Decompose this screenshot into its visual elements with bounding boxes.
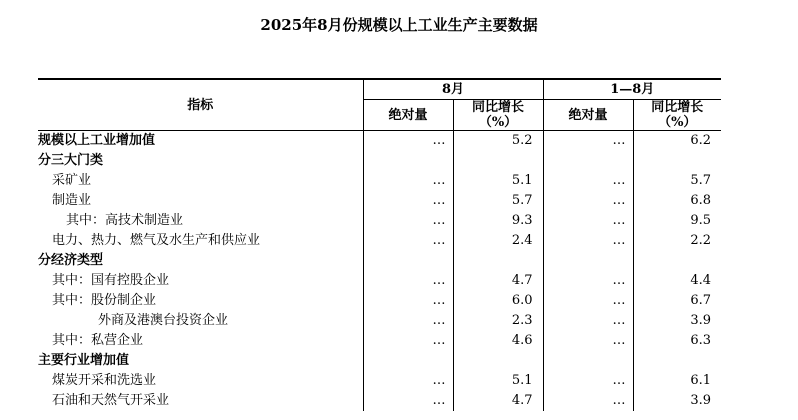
yoy-month-cell: 9.3 xyxy=(453,211,543,231)
abs-month-cell: … xyxy=(363,171,453,191)
row-name: 分经济类型 xyxy=(38,253,104,268)
abs-month-cell: … xyxy=(363,231,453,251)
yoy-month-cell xyxy=(453,251,543,271)
abs-ytd-cell: … xyxy=(543,311,633,331)
abs-month-cell: … xyxy=(363,311,453,331)
yoy-ytd-cell: 4.4 xyxy=(633,271,721,291)
yoy-ytd-cell: 2.2 xyxy=(633,231,721,251)
table-row xyxy=(38,271,721,291)
abs-ytd-cell: … xyxy=(543,271,633,291)
yoy-ytd-cell: 6.3 xyxy=(633,331,721,351)
abs-ytd-cell: … xyxy=(543,391,633,411)
yoy-month-cell: 4.7 xyxy=(453,271,543,291)
table-row xyxy=(38,331,721,351)
month-group-header: 8月 xyxy=(363,79,543,100)
abs-month-cell xyxy=(363,351,453,371)
ytd-yoy-header xyxy=(633,100,721,131)
yoy-ytd-cell xyxy=(633,251,721,271)
abs-month-cell: … xyxy=(363,331,453,351)
abs-ytd-cell: … xyxy=(543,191,633,211)
table-row xyxy=(38,131,721,152)
page-title: 2025年8月份规模以上工业生产主要数据 xyxy=(260,16,538,34)
table-row xyxy=(38,371,721,391)
table-row xyxy=(38,351,721,371)
row-name: 电力、热力、燃气及水生产和供应业 xyxy=(52,233,261,248)
row-name: 石油和天然气开采业 xyxy=(52,393,170,408)
row-name: 制造业 xyxy=(52,193,92,208)
abs-month-cell xyxy=(363,251,453,271)
row-name: 采矿业 xyxy=(52,173,92,188)
yoy-month-cell: 6.0 xyxy=(453,291,543,311)
yoy-month-cell xyxy=(453,351,543,371)
abs-month-cell: … xyxy=(363,291,453,311)
abs-ytd-cell xyxy=(543,351,633,371)
yoy-month-cell: 5.2 xyxy=(453,131,543,152)
row-name: 主要行业增加值 xyxy=(38,353,130,368)
yoy-month-cell: 4.7 xyxy=(453,391,543,411)
table-row xyxy=(38,231,721,251)
yoy-ytd-cell: 9.5 xyxy=(633,211,721,231)
yoy-ytd-cell: 3.9 xyxy=(633,391,721,411)
yoy-ytd-cell: 6.8 xyxy=(633,191,721,211)
yoy-label: 同比增长 xyxy=(651,100,704,115)
table-row xyxy=(38,251,721,271)
row-name: 其中：股份制企业 xyxy=(52,293,157,308)
abs-ytd-cell: … xyxy=(543,291,633,311)
abs-ytd-cell: … xyxy=(543,211,633,231)
abs-month-cell xyxy=(363,151,453,171)
yoy-ytd-cell: 5.7 xyxy=(633,171,721,191)
table-row xyxy=(38,211,721,231)
table-row xyxy=(38,151,721,171)
table-row xyxy=(38,391,721,411)
month-yoy-header xyxy=(453,100,543,131)
yoy-month-cell: 5.1 xyxy=(453,171,543,191)
abs-month-cell: … xyxy=(363,271,453,291)
ytd-abs-header: 绝对量 xyxy=(543,100,633,131)
header-row-groups xyxy=(38,79,721,100)
yoy-ytd-cell xyxy=(633,151,721,171)
pct-label: （%） xyxy=(658,115,697,130)
yoy-month-cell: 2.3 xyxy=(453,311,543,331)
row-name: 分三大门类 xyxy=(38,153,104,168)
abs-ytd-cell: … xyxy=(543,171,633,191)
abs-month-cell: … xyxy=(363,211,453,231)
industrial-data-table xyxy=(38,78,721,411)
abs-month-cell: … xyxy=(363,191,453,211)
month-abs-header: 绝对量 xyxy=(363,100,453,131)
row-name: 其中：国有控股企业 xyxy=(52,273,170,288)
yoy-ytd-cell: 6.2 xyxy=(633,131,721,152)
yoy-month-cell: 4.6 xyxy=(453,331,543,351)
row-name: 外商及港澳台投资企业 xyxy=(98,313,229,328)
table-row xyxy=(38,191,721,211)
table-row xyxy=(38,311,721,331)
abs-ytd-cell: … xyxy=(543,331,633,351)
yoy-month-cell: 5.1 xyxy=(453,371,543,391)
yoy-ytd-cell: 3.9 xyxy=(633,311,721,331)
yoy-month-cell xyxy=(453,151,543,171)
abs-month-cell: … xyxy=(363,371,453,391)
abs-ytd-cell: … xyxy=(543,131,633,152)
abs-ytd-cell: … xyxy=(543,371,633,391)
yoy-ytd-cell: 6.1 xyxy=(633,371,721,391)
yoy-month-cell: 2.4 xyxy=(453,231,543,251)
yoy-label: 同比增长 xyxy=(472,100,525,115)
pct-label: （%） xyxy=(478,115,518,130)
yoy-ytd-cell xyxy=(633,351,721,371)
table-row xyxy=(38,291,721,311)
indicator-header: 指标 xyxy=(38,79,363,131)
yoy-ytd-cell: 6.7 xyxy=(633,291,721,311)
abs-ytd-cell xyxy=(543,151,633,171)
abs-month-cell: … xyxy=(363,131,453,152)
row-name: 其中：私营企业 xyxy=(52,333,144,348)
abs-ytd-cell: … xyxy=(543,231,633,251)
row-name: 其中：高技术制造业 xyxy=(66,213,184,228)
table-row xyxy=(38,171,721,191)
abs-ytd-cell xyxy=(543,251,633,271)
abs-month-cell: … xyxy=(363,391,453,411)
row-name: 煤炭开采和洗选业 xyxy=(52,373,157,388)
ytd-group-header: 1—8月 xyxy=(543,79,721,100)
yoy-month-cell: 5.7 xyxy=(453,191,543,211)
row-name: 规模以上工业增加值 xyxy=(38,133,156,148)
